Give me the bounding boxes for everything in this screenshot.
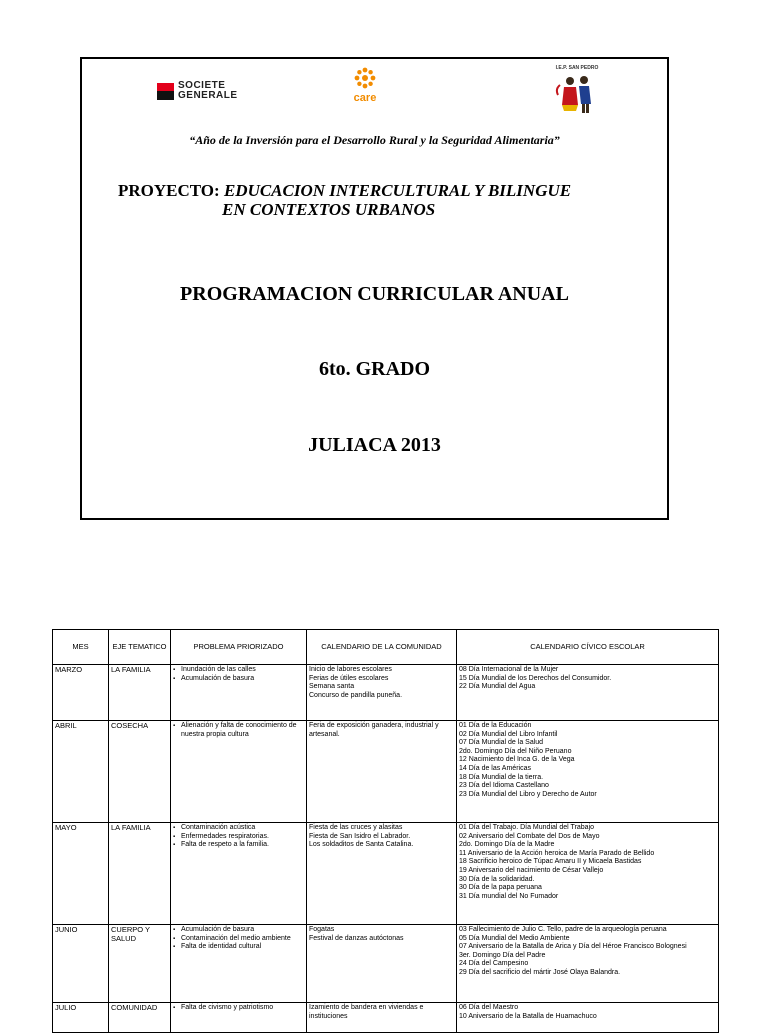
curriculum-table xyxy=(52,629,719,1033)
month-cell: MAYO xyxy=(53,823,109,925)
problem-list xyxy=(173,722,304,739)
societe-generale-mark-icon xyxy=(157,83,174,100)
theme-cell: COSECHA xyxy=(109,721,171,823)
header-calendario-comunidad: CALENDARIO DE LA COMUNIDAD xyxy=(307,630,457,665)
community-event-item: Fiesta de San Isidro el Labrador. xyxy=(309,832,411,840)
civic-event-item: 10 Aniversario de la Batalla de Huamachuco xyxy=(459,1012,597,1020)
civic-event-item: 22 Día Mundial del Agua xyxy=(459,683,536,691)
civic-event-item: 03 Fallecimiento de Julio C. Tello, padre de la arqueología peruana xyxy=(459,926,667,933)
civic-event-item: 30 Día de la papa peruana xyxy=(459,884,542,892)
community-event-item: Concurso de pandilla puneña. xyxy=(309,691,403,699)
month-cell: ABRIL xyxy=(53,721,109,823)
community-event-item: Feria de exposición ganadera, industrial y artesanal. xyxy=(309,722,439,738)
problem-cell xyxy=(171,925,307,1003)
grade-label: 6to. GRADO xyxy=(318,358,431,380)
civic-event-item: 01 Día de la Educación xyxy=(459,722,532,729)
header-calendario-civico: CALENDARIO CÍVICO ESCOLAR xyxy=(457,630,719,665)
month-cell: MARZO xyxy=(53,665,109,721)
community-event-cell xyxy=(307,721,457,823)
dancers-emblem-icon xyxy=(554,71,600,117)
month-cell: JULIO xyxy=(53,1003,109,1033)
problem-cell xyxy=(171,665,307,721)
community-event-cell xyxy=(307,823,457,925)
problem-item: ▪ Enfermedades respiratorias. xyxy=(173,833,304,842)
header-mes: MES xyxy=(53,630,109,665)
societe-generale-line1: SOCIETE xyxy=(178,80,226,91)
community-event-item: Inicio de labores escolares xyxy=(309,666,392,673)
problem-item: ▪ Falta de civismo y patriotismo xyxy=(173,1004,304,1013)
community-event-cell xyxy=(307,665,457,721)
societe-generale-logo xyxy=(157,81,238,101)
community-event-list xyxy=(309,824,454,850)
civic-event-item: 18 Día Mundial de la tierra. xyxy=(459,773,544,781)
problem-item: ▪ Contaminación acústica xyxy=(173,824,304,833)
civic-event-cell xyxy=(457,665,719,721)
civic-event-item: 30 Día de la solidaridad. xyxy=(459,875,535,883)
school-crest-text: I.E.P. SAN PEDRO xyxy=(555,65,599,71)
project-name-line2: EN CONTEXTOS URBANOS xyxy=(222,200,436,219)
problem-list xyxy=(173,824,304,850)
project-label: PROYECTO: xyxy=(118,181,220,200)
header-eje: EJE TEMATICO xyxy=(109,630,171,665)
civic-event-item: 23 Día del Idioma Castellano xyxy=(459,782,549,790)
civic-event-item: 12 Nacimiento del Inca G. de la Vega xyxy=(459,756,575,764)
problem-item: ▪ Acumulación de basura xyxy=(173,926,304,935)
community-event-list xyxy=(309,666,454,700)
project-name-line1: EDUCACION INTERCULTURAL Y BILINGUE xyxy=(223,181,572,200)
civic-event-item: 02 Aniversario del Combate del Dos de Mayo xyxy=(459,832,600,840)
civic-event-item: 2do. Domingo Día de la Madre xyxy=(459,841,555,849)
problem-list xyxy=(173,666,304,683)
civic-event-item: 3er. Domingo Día del Padre xyxy=(459,951,546,959)
problem-item: ▪ Falta de respeto a la familia. xyxy=(173,841,304,850)
community-event-item: Fogatas xyxy=(309,926,335,933)
problem-item: ▪ Inundación de las calles xyxy=(173,666,304,675)
civic-event-cell xyxy=(457,1003,719,1033)
place-year-label: JULIACA 2013 xyxy=(308,434,441,456)
civic-event-list xyxy=(459,1004,716,1021)
problem-item: ▪ Alienación y falta de conocimiento de nuestra propia cultura xyxy=(173,722,304,739)
cover-page xyxy=(80,57,669,520)
community-event-cell xyxy=(307,925,457,1003)
civic-event-item: 18 Sacrificio heroico de Túpac Amaru II y Micaela Bastidas xyxy=(459,858,642,866)
community-event-item: Fiesta de las cruces y alasitas xyxy=(309,824,403,831)
civic-event-item: 15 Día Mundial de los Derechos del Consumidor. xyxy=(459,674,612,682)
problem-list xyxy=(173,1004,304,1013)
community-event-item: Ferias de útiles escolares xyxy=(309,674,389,682)
civic-event-list xyxy=(459,824,716,901)
societe-generale-line2: GENERALE xyxy=(178,90,238,101)
civic-event-item: 01 Día del Trabajo. Día Mundial del Trabajo xyxy=(459,824,595,831)
community-event-item: Los soldaditos de Santa Catalina. xyxy=(309,841,414,849)
community-event-item: Semana santa xyxy=(309,683,355,691)
theme-cell: LA FAMILIA xyxy=(109,665,171,721)
civic-event-list xyxy=(459,666,716,692)
project-title xyxy=(118,181,571,219)
civic-event-item: 23 Día Mundial del Libro y Derecho de Autor xyxy=(459,790,597,798)
civic-event-item: 07 Día Mundial de la Salud xyxy=(459,739,544,747)
civic-event-cell xyxy=(457,925,719,1003)
theme-cell: COMUNIDAD xyxy=(109,1003,171,1033)
document-title: PROGRAMACION CURRICULAR ANUAL xyxy=(180,283,569,305)
civic-event-cell xyxy=(457,721,719,823)
civic-event-item: 05 Día Mundial del Medio Ambiente xyxy=(459,934,570,942)
year-motto: “Año de la Inversión para el Desarrollo Rural y la Seguridad Alimentaria” xyxy=(189,133,560,147)
month-cell: JUNIO xyxy=(53,925,109,1003)
community-event-list xyxy=(309,722,454,739)
community-event-item: Festival de danzas autóctonas xyxy=(309,934,404,942)
community-event-list xyxy=(309,1004,454,1021)
care-wordmark: care xyxy=(353,92,377,104)
problem-item: ▪ Falta de identidad cultural xyxy=(173,943,304,952)
problem-item: ▪ Acumulación de basura xyxy=(173,675,304,684)
civic-event-item: 29 Día del sacrificio del mártir José Olaya Balandra. xyxy=(459,968,621,976)
table-header-row xyxy=(53,630,719,665)
civic-event-item: 24 Día del Campesino xyxy=(459,960,529,968)
table-row xyxy=(53,665,719,721)
civic-event-list xyxy=(459,722,716,799)
problem-item: ▪ Contaminación del medio ambiente xyxy=(173,935,304,944)
civic-event-item: 02 Día Mundial del Libro Infantil xyxy=(459,730,558,738)
civic-event-item: 19 Aniversario del nacimiento de César Vallejo xyxy=(459,866,604,874)
civic-event-cell xyxy=(457,823,719,925)
civic-event-item: 08 Día Internacional de la Mujer xyxy=(459,666,559,673)
civic-event-list xyxy=(459,926,716,978)
table-row xyxy=(53,721,719,823)
civic-event-item: 07 Aniversario de la Batalla de Arica y Día del Héroe Francisco Bolognesi xyxy=(459,943,687,951)
civic-event-item: 11 Aniversario de la Acción heroica de María Parado de Bellido xyxy=(459,849,655,857)
care-hands-icon xyxy=(352,67,378,89)
civic-event-item: 2do. Domingo Día del Niño Peruano xyxy=(459,747,572,755)
community-event-cell xyxy=(307,1003,457,1033)
table-row xyxy=(53,823,719,925)
civic-event-item: 06 Día del Maestro xyxy=(459,1004,519,1011)
header-problema: PROBLEMA PRIORIZADO xyxy=(171,630,307,665)
problem-list xyxy=(173,926,304,952)
problem-cell xyxy=(171,721,307,823)
community-event-list xyxy=(309,926,454,943)
care-logo xyxy=(345,67,385,104)
civic-event-item: 31 Día mundial del No Fumador xyxy=(459,892,559,900)
theme-cell: CUERPO Y SALUD xyxy=(109,925,171,1003)
problem-cell xyxy=(171,823,307,925)
school-crest-logo xyxy=(554,65,600,119)
table-row xyxy=(53,925,719,1003)
community-event-item: Izamiento de bandera en viviendas e instituciones xyxy=(309,1004,424,1020)
problem-cell xyxy=(171,1003,307,1033)
civic-event-item: 14 Día de las Américas xyxy=(459,764,531,772)
theme-cell: LA FAMILIA xyxy=(109,823,171,925)
table-row xyxy=(53,1003,719,1033)
